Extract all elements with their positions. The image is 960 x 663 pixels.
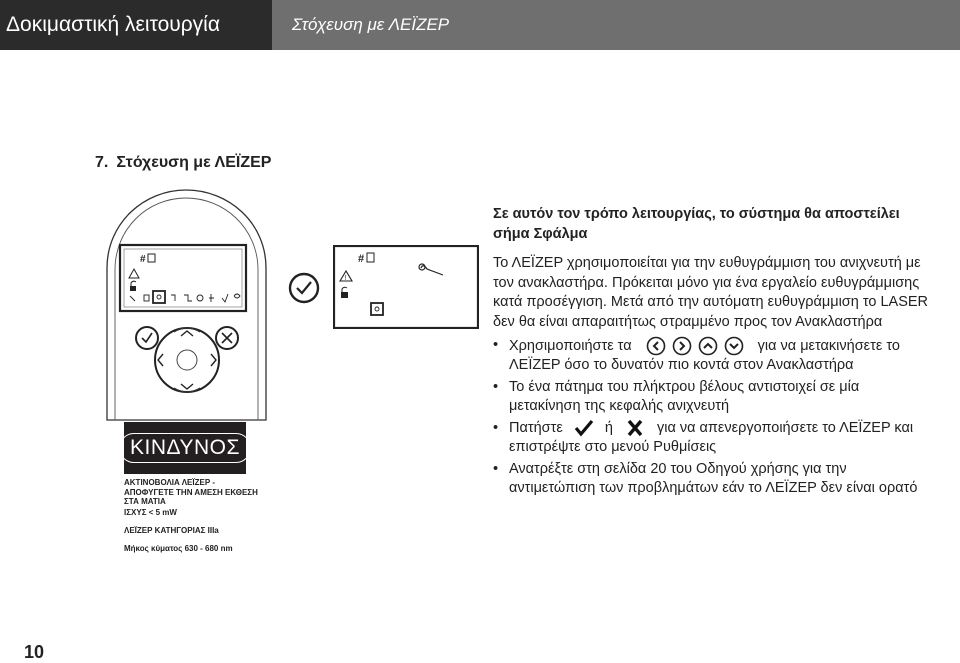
list-item xyxy=(493,419,933,458)
arrow-up-icon xyxy=(698,336,718,356)
danger-label xyxy=(124,422,246,474)
page-header xyxy=(0,0,960,50)
laser-radiation-warning: ΑΚΤΙΝΟΒΟΛΙΑ ΛΕΪΖΕΡ - ΑΠΟΦΥΓΕΤΕ ΤΗΝ ΑΜΕΣΗ ΕΚΘΕΣΗ ΣΤΑ ΜΑΤΙΑ xyxy=(124,478,258,506)
svg-text:!: ! xyxy=(344,275,347,282)
list-item xyxy=(493,336,933,376)
laser-wavelength-text: Μήκος κύματος 630 - 680 nm xyxy=(124,544,233,553)
section-number: 7. xyxy=(95,154,109,171)
bullet1-post: για να μετακινήσετε το ΛΕΪΖΕΡ όσο το δυνατόν πιο κοντά στον Ανακλαστήρα xyxy=(509,337,900,374)
arrow-left-icon xyxy=(646,336,666,356)
arrow-right-icon xyxy=(672,336,692,356)
bullet3-or: ή xyxy=(604,419,613,436)
laser-description: Το ΛΕΪΖΕΡ χρησιμοποιείται για την ευθυγράμμιση του ανιχνευτή με τον ανακλαστήρα. Πρόκειται μόνο για ένα εργαλείο ευθυγράμμισης κατά προσέγγιση. Μετά από την αυτόματη ευθυγράμμιση το LASER δεν θα είναι απαραιτήτως στραμμένο προς τον Ανακλαστήρα xyxy=(493,255,929,330)
page-number: 10 xyxy=(24,642,45,662)
detector-device-illustration xyxy=(104,188,269,423)
arrow-down-icon xyxy=(724,336,744,356)
bullet3-post: για να απενεργοποιήσετε το ΛΕΪΖΕΡ και επιστρέψτε στο μενού Ρυθμίσεις xyxy=(509,419,914,456)
header-title: Δοκιμαστική λειτουργία xyxy=(0,0,272,50)
list-item: • Ανατρέξτε στη σελίδα 20 του Οδηγού χρήσης για την αντιμετώπιση των προβλημάτων εάν το ΛΕΪΖΕΡ δεν είναι ορατό xyxy=(493,460,933,499)
bullet1-pre: Χρησιμοποιήστε τα xyxy=(509,337,632,354)
laser-power-text: ΙΣΧΥΣ < 5 mW xyxy=(124,508,177,517)
check-icon xyxy=(573,419,595,437)
svg-text:#: # xyxy=(140,254,146,265)
instructions-column xyxy=(493,205,933,501)
danger-text: ΚΙΝΔΥΝΟΣ xyxy=(119,433,251,463)
svg-text:#: # xyxy=(358,253,365,265)
check-icon xyxy=(287,271,321,305)
list-item: • Το ένα πάτημα του πλήκτρου βέλους αντιστοιχεί σε μία μετακίνηση της κεφαλής ανιχνευτή xyxy=(493,378,933,417)
intro-text: Σε αυτόν τον τρόπο λειτουργίας, το σύστημα θα αποστείλει σήμα Σφάλμα xyxy=(493,206,900,242)
section-title-text: Στόχευση με ΛΕΪΖΕΡ xyxy=(116,154,272,171)
lcd-screen-detail xyxy=(333,245,479,329)
bullet3-pre: Πατήστε xyxy=(509,419,563,436)
section-title xyxy=(95,154,271,172)
header-subtitle: Στόχευση με ΛΕΪΖΕΡ xyxy=(272,0,960,50)
cross-icon xyxy=(625,419,645,437)
laser-class-text: ΛΕΪΖΕΡ ΚΑΤΗΓΟΡΙΑΣ IIIa xyxy=(124,526,219,535)
arrow-buttons-group xyxy=(646,336,744,356)
instruction-list xyxy=(493,336,933,499)
